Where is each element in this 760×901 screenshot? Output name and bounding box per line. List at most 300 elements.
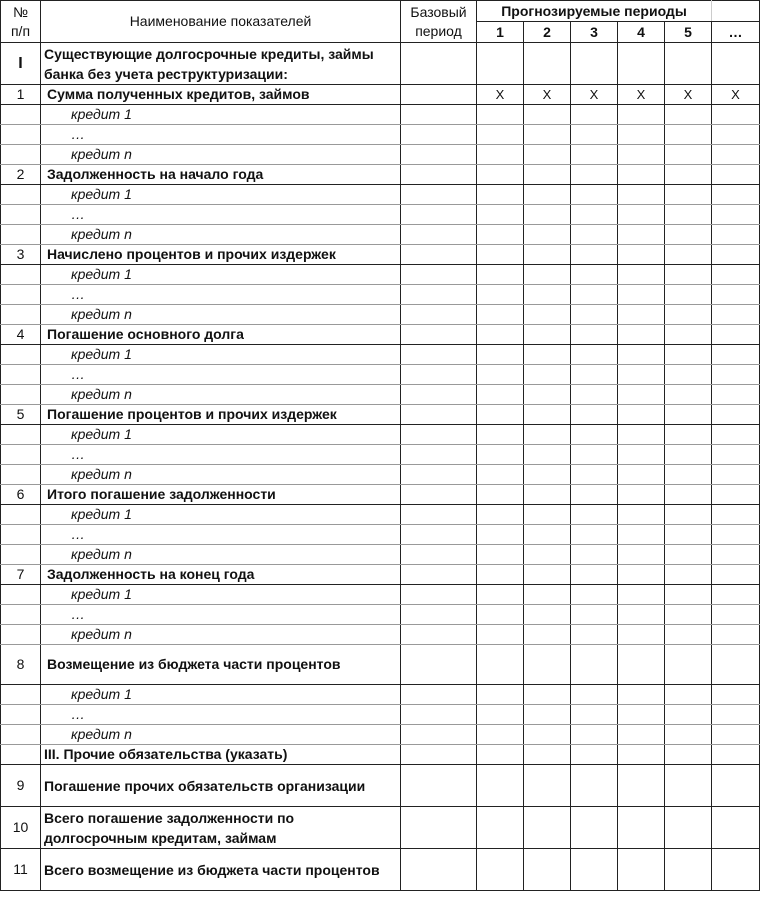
period-4-cell[interactable] xyxy=(618,385,665,405)
period-5-cell[interactable] xyxy=(665,245,712,265)
period-1-cell[interactable] xyxy=(477,225,524,245)
period-4-cell[interactable] xyxy=(618,685,665,705)
period-3-cell[interactable] xyxy=(571,445,618,465)
period-3-cell[interactable] xyxy=(571,745,618,765)
period-4-cell[interactable] xyxy=(618,125,665,145)
period-1-cell[interactable] xyxy=(477,645,524,685)
period-3-cell[interactable] xyxy=(571,285,618,305)
period-2-cell[interactable] xyxy=(524,505,571,525)
period-1-cell[interactable] xyxy=(477,305,524,325)
period-2-cell[interactable] xyxy=(524,245,571,265)
period-5-cell[interactable] xyxy=(665,585,712,605)
period-1-cell[interactable] xyxy=(477,43,524,85)
period-3-cell[interactable] xyxy=(571,585,618,605)
period-1-cell[interactable] xyxy=(477,185,524,205)
period-4-cell[interactable] xyxy=(618,765,665,807)
period-4-cell[interactable] xyxy=(618,807,665,849)
period-6-cell[interactable] xyxy=(712,105,760,125)
period-3-cell[interactable] xyxy=(571,505,618,525)
base-period-cell[interactable] xyxy=(401,605,477,625)
base-period-cell[interactable] xyxy=(401,245,477,265)
period-6-cell[interactable] xyxy=(712,145,760,165)
period-3-cell[interactable] xyxy=(571,125,618,145)
row-number: 4 xyxy=(1,325,41,345)
period-6-cell[interactable] xyxy=(712,225,760,245)
table-row xyxy=(1,285,760,305)
period-6-cell[interactable] xyxy=(712,365,760,385)
period-3-cell[interactable] xyxy=(571,385,618,405)
table-row xyxy=(1,445,760,465)
base-period-cell[interactable] xyxy=(401,505,477,525)
header-name: Наименование показателей xyxy=(41,1,401,43)
base-period-cell[interactable] xyxy=(401,325,477,345)
period-6-cell[interactable] xyxy=(712,585,760,605)
period-3-cell[interactable] xyxy=(571,325,618,345)
period-6-cell[interactable] xyxy=(712,745,760,765)
period-1-cell[interactable] xyxy=(477,585,524,605)
row-label: … xyxy=(41,445,401,465)
period-6-cell[interactable] xyxy=(712,325,760,345)
period-2-cell[interactable] xyxy=(524,745,571,765)
base-period-cell[interactable] xyxy=(401,365,477,385)
base-period-cell[interactable] xyxy=(401,765,477,807)
row-label: … xyxy=(41,125,401,145)
base-period-cell[interactable] xyxy=(401,305,477,325)
period-3-cell[interactable] xyxy=(571,485,618,505)
period-5-cell[interactable] xyxy=(665,725,712,745)
period-4-cell[interactable] xyxy=(618,725,665,745)
period-5-cell[interactable] xyxy=(665,465,712,485)
period-6-cell[interactable] xyxy=(712,425,760,445)
period-3-cell[interactable] xyxy=(571,765,618,807)
period-6-cell[interactable] xyxy=(712,345,760,365)
period-2-cell[interactable] xyxy=(524,565,571,585)
base-period-cell[interactable] xyxy=(401,525,477,545)
period-6-cell[interactable] xyxy=(712,505,760,525)
row-label: кредит n xyxy=(41,545,401,565)
period-3-cell[interactable] xyxy=(571,185,618,205)
period-5-cell[interactable] xyxy=(665,205,712,225)
period-2-cell[interactable] xyxy=(524,43,571,85)
period-2-cell[interactable] xyxy=(524,545,571,565)
period-4-cell[interactable] xyxy=(618,565,665,585)
period-5-cell[interactable] xyxy=(665,565,712,585)
period-2-cell[interactable]: X xyxy=(524,85,571,105)
period-3-cell[interactable] xyxy=(571,245,618,265)
period-2-cell[interactable] xyxy=(524,465,571,485)
period-4-cell[interactable] xyxy=(618,345,665,365)
period-1-cell[interactable] xyxy=(477,625,524,645)
period-1-cell[interactable]: X xyxy=(477,85,524,105)
row-label: Начислено процентов и прочих издержек xyxy=(41,245,401,265)
period-5-cell[interactable] xyxy=(665,849,712,891)
row-number xyxy=(1,205,41,225)
base-period-cell[interactable] xyxy=(401,225,477,245)
period-5-cell[interactable] xyxy=(665,225,712,245)
period-4-cell[interactable] xyxy=(618,405,665,425)
period-6-cell[interactable] xyxy=(712,385,760,405)
period-6-cell[interactable] xyxy=(712,525,760,545)
period-2-cell[interactable] xyxy=(524,425,571,445)
period-4-cell[interactable] xyxy=(618,705,665,725)
row-number: 7 xyxy=(1,565,41,585)
period-4-cell[interactable] xyxy=(618,445,665,465)
period-6-cell[interactable] xyxy=(712,465,760,485)
period-2-cell[interactable] xyxy=(524,405,571,425)
period-5-cell[interactable] xyxy=(665,125,712,145)
period-6-cell[interactable] xyxy=(712,245,760,265)
period-1-cell[interactable] xyxy=(477,205,524,225)
period-5-cell[interactable] xyxy=(665,105,712,125)
period-3-cell[interactable] xyxy=(571,205,618,225)
row-label: … xyxy=(41,705,401,725)
base-period-cell[interactable] xyxy=(401,625,477,645)
period-2-cell[interactable] xyxy=(524,685,571,705)
period-5-cell[interactable] xyxy=(665,385,712,405)
base-period-cell[interactable] xyxy=(401,145,477,165)
period-2-cell[interactable] xyxy=(524,765,571,807)
period-1-cell[interactable] xyxy=(477,325,524,345)
period-3-cell[interactable] xyxy=(571,645,618,685)
period-1-cell[interactable] xyxy=(477,505,524,525)
period-2-cell[interactable] xyxy=(524,225,571,245)
row-label: кредит 1 xyxy=(41,585,401,605)
period-3-cell[interactable] xyxy=(571,425,618,445)
table-row xyxy=(1,345,760,365)
period-6-cell[interactable] xyxy=(712,625,760,645)
period-2-cell[interactable] xyxy=(524,485,571,505)
period-5-cell[interactable]: X xyxy=(665,85,712,105)
base-period-cell[interactable] xyxy=(401,645,477,685)
table-row xyxy=(1,765,760,807)
base-period-cell[interactable] xyxy=(401,185,477,205)
period-3-cell[interactable] xyxy=(571,305,618,325)
period-2-cell[interactable] xyxy=(524,345,571,365)
period-2-cell[interactable] xyxy=(524,205,571,225)
period-1-cell[interactable] xyxy=(477,445,524,465)
row-number: 11 xyxy=(1,849,41,891)
period-6-cell[interactable]: X xyxy=(712,85,760,105)
period-1-cell[interactable] xyxy=(477,345,524,365)
row-label: … xyxy=(41,285,401,305)
period-6-cell[interactable] xyxy=(712,265,760,285)
base-period-cell[interactable] xyxy=(401,585,477,605)
period-4-cell[interactable] xyxy=(618,545,665,565)
period-2-cell[interactable] xyxy=(524,705,571,725)
table-row xyxy=(1,265,760,285)
period-1-cell[interactable] xyxy=(477,125,524,145)
period-6-cell[interactable] xyxy=(712,43,760,85)
period-3-cell[interactable] xyxy=(571,545,618,565)
period-4-cell[interactable] xyxy=(618,185,665,205)
period-5-cell[interactable] xyxy=(665,745,712,765)
period-5-cell[interactable] xyxy=(665,185,712,205)
period-3-cell[interactable] xyxy=(571,705,618,725)
row-label: кредит 1 xyxy=(41,105,401,125)
base-period-cell[interactable] xyxy=(401,685,477,705)
period-3-cell[interactable] xyxy=(571,807,618,849)
period-4-cell[interactable] xyxy=(618,205,665,225)
period-2-cell[interactable] xyxy=(524,445,571,465)
base-period-cell[interactable] xyxy=(401,807,477,849)
base-period-cell[interactable] xyxy=(401,565,477,585)
period-4-cell[interactable] xyxy=(618,365,665,385)
base-period-cell[interactable] xyxy=(401,285,477,305)
base-period-cell[interactable] xyxy=(401,43,477,85)
period-2-cell[interactable] xyxy=(524,725,571,745)
period-6-cell[interactable] xyxy=(712,445,760,465)
period-1-cell[interactable] xyxy=(477,285,524,305)
table-row xyxy=(1,725,760,745)
period-6-cell[interactable] xyxy=(712,645,760,685)
period-5-cell[interactable] xyxy=(665,445,712,465)
period-6-cell[interactable] xyxy=(712,725,760,745)
period-5-cell[interactable] xyxy=(665,525,712,545)
header-forecast-periods: Прогнозируемые периоды xyxy=(477,1,712,22)
table-row xyxy=(1,645,760,685)
period-1-cell[interactable] xyxy=(477,525,524,545)
period-1-cell[interactable] xyxy=(477,105,524,125)
period-1-cell[interactable] xyxy=(477,385,524,405)
period-6-cell[interactable] xyxy=(712,485,760,505)
base-period-cell[interactable] xyxy=(401,165,477,185)
period-6-cell[interactable] xyxy=(712,285,760,305)
table-row xyxy=(1,505,760,525)
period-6-cell[interactable] xyxy=(712,565,760,585)
base-period-cell[interactable] xyxy=(401,465,477,485)
row-number xyxy=(1,345,41,365)
period-4-cell[interactable] xyxy=(618,849,665,891)
period-1-cell[interactable] xyxy=(477,849,524,891)
period-3-cell[interactable] xyxy=(571,685,618,705)
period-5-cell[interactable] xyxy=(665,705,712,725)
period-3-cell[interactable] xyxy=(571,105,618,125)
table-row xyxy=(1,705,760,725)
period-5-cell[interactable] xyxy=(665,305,712,325)
row-label: Задолженность на начало года xyxy=(41,165,401,185)
period-5-cell[interactable] xyxy=(665,345,712,365)
period-1-cell[interactable] xyxy=(477,485,524,505)
period-1-cell[interactable] xyxy=(477,465,524,485)
period-2-cell[interactable] xyxy=(524,145,571,165)
period-5-cell[interactable] xyxy=(665,365,712,385)
period-2-cell[interactable] xyxy=(524,325,571,345)
row-label: кредит 1 xyxy=(41,425,401,445)
period-6-cell[interactable] xyxy=(712,205,760,225)
period-6-cell[interactable] xyxy=(712,165,760,185)
period-4-cell[interactable] xyxy=(618,745,665,765)
period-5-cell[interactable] xyxy=(665,605,712,625)
base-period-cell[interactable] xyxy=(401,345,477,365)
period-2-cell[interactable] xyxy=(524,365,571,385)
base-period-cell[interactable] xyxy=(401,705,477,725)
base-period-cell[interactable] xyxy=(401,745,477,765)
base-period-cell[interactable] xyxy=(401,385,477,405)
base-period-cell[interactable] xyxy=(401,725,477,745)
period-2-cell[interactable] xyxy=(524,105,571,125)
period-1-cell[interactable] xyxy=(477,725,524,745)
base-period-cell[interactable] xyxy=(401,545,477,565)
base-period-cell[interactable] xyxy=(401,849,477,891)
period-2-cell[interactable] xyxy=(524,125,571,145)
period-3-cell[interactable] xyxy=(571,145,618,165)
period-2-cell[interactable] xyxy=(524,185,571,205)
row-number xyxy=(1,425,41,445)
period-1-cell[interactable] xyxy=(477,405,524,425)
period-4-cell[interactable] xyxy=(618,245,665,265)
period-4-cell[interactable] xyxy=(618,465,665,485)
row-number xyxy=(1,625,41,645)
period-5-cell[interactable] xyxy=(665,625,712,645)
period-2-cell[interactable] xyxy=(524,385,571,405)
period-4-cell[interactable] xyxy=(618,585,665,605)
period-1-cell[interactable] xyxy=(477,265,524,285)
period-4-cell[interactable] xyxy=(618,625,665,645)
period-6-cell[interactable] xyxy=(712,545,760,565)
table-row xyxy=(1,565,760,585)
period-5-cell[interactable] xyxy=(665,145,712,165)
table-row xyxy=(1,43,760,85)
period-1-cell[interactable] xyxy=(477,605,524,625)
period-4-cell[interactable] xyxy=(618,605,665,625)
period-1-cell[interactable] xyxy=(477,745,524,765)
period-6-cell[interactable] xyxy=(712,765,760,807)
period-5-cell[interactable] xyxy=(665,405,712,425)
period-5-cell[interactable] xyxy=(665,765,712,807)
base-period-cell[interactable] xyxy=(401,425,477,445)
period-2-cell[interactable] xyxy=(524,807,571,849)
period-3-cell[interactable] xyxy=(571,365,618,385)
period-4-cell[interactable] xyxy=(618,505,665,525)
period-5-cell[interactable] xyxy=(665,807,712,849)
period-1-cell[interactable] xyxy=(477,365,524,385)
period-2-cell[interactable] xyxy=(524,625,571,645)
period-4-cell[interactable] xyxy=(618,145,665,165)
period-3-cell[interactable] xyxy=(571,265,618,285)
period-1-cell[interactable] xyxy=(477,145,524,165)
row-number xyxy=(1,305,41,325)
period-6-cell[interactable] xyxy=(712,125,760,145)
period-6-cell[interactable] xyxy=(712,849,760,891)
period-3-cell[interactable] xyxy=(571,565,618,585)
base-period-cell[interactable] xyxy=(401,205,477,225)
table-row xyxy=(1,585,760,605)
period-2-cell[interactable] xyxy=(524,265,571,285)
period-3-cell[interactable]: X xyxy=(571,85,618,105)
period-3-cell[interactable] xyxy=(571,405,618,425)
period-5-cell[interactable] xyxy=(665,265,712,285)
period-1-cell[interactable] xyxy=(477,685,524,705)
row-number xyxy=(1,265,41,285)
period-5-cell[interactable] xyxy=(665,685,712,705)
period-5-cell[interactable] xyxy=(665,285,712,305)
table-row xyxy=(1,849,760,891)
period-6-cell[interactable] xyxy=(712,685,760,705)
period-5-cell[interactable] xyxy=(665,425,712,445)
period-1-cell[interactable] xyxy=(477,565,524,585)
period-3-cell[interactable] xyxy=(571,725,618,745)
base-period-cell[interactable] xyxy=(401,105,477,125)
period-4-cell[interactable]: X xyxy=(618,85,665,105)
period-6-cell[interactable] xyxy=(712,305,760,325)
period-4-cell[interactable] xyxy=(618,43,665,85)
period-3-cell[interactable] xyxy=(571,43,618,85)
period-2-cell[interactable] xyxy=(524,525,571,545)
period-4-cell[interactable] xyxy=(618,325,665,345)
period-5-cell[interactable] xyxy=(665,325,712,345)
period-4-cell[interactable] xyxy=(618,165,665,185)
period-6-cell[interactable] xyxy=(712,605,760,625)
period-4-cell[interactable] xyxy=(618,285,665,305)
period-4-cell[interactable] xyxy=(618,645,665,685)
period-4-cell[interactable] xyxy=(618,425,665,445)
base-period-cell[interactable] xyxy=(401,265,477,285)
row-label: кредит n xyxy=(41,305,401,325)
period-2-cell[interactable] xyxy=(524,585,571,605)
period-5-cell[interactable] xyxy=(665,545,712,565)
row-label: кредит 1 xyxy=(41,505,401,525)
base-period-cell[interactable] xyxy=(401,125,477,145)
period-2-cell[interactable] xyxy=(524,645,571,685)
period-3-cell[interactable] xyxy=(571,465,618,485)
period-2-cell[interactable] xyxy=(524,165,571,185)
row-label: кредит n xyxy=(41,725,401,745)
period-1-cell[interactable] xyxy=(477,807,524,849)
base-period-cell[interactable] xyxy=(401,405,477,425)
period-2-cell[interactable] xyxy=(524,285,571,305)
period-5-cell[interactable] xyxy=(665,485,712,505)
base-period-cell[interactable] xyxy=(401,445,477,465)
header-forecast-blank xyxy=(712,1,760,22)
period-3-cell[interactable] xyxy=(571,625,618,645)
period-5-cell[interactable] xyxy=(665,43,712,85)
period-6-cell[interactable] xyxy=(712,405,760,425)
period-3-cell[interactable] xyxy=(571,605,618,625)
period-6-cell[interactable] xyxy=(712,185,760,205)
period-4-cell[interactable] xyxy=(618,265,665,285)
period-1-cell[interactable] xyxy=(477,425,524,445)
period-3-cell[interactable] xyxy=(571,165,618,185)
period-3-cell[interactable] xyxy=(571,849,618,891)
row-label: Всего погашение задолженности по долгосрочным кредитам, займам xyxy=(41,807,401,849)
period-1-cell[interactable] xyxy=(477,165,524,185)
base-period-cell[interactable] xyxy=(401,85,477,105)
period-4-cell[interactable] xyxy=(618,105,665,125)
period-1-cell[interactable] xyxy=(477,765,524,807)
period-5-cell[interactable] xyxy=(665,165,712,185)
period-2-cell[interactable] xyxy=(524,849,571,891)
period-1-cell[interactable] xyxy=(477,705,524,725)
base-period-cell[interactable] xyxy=(401,485,477,505)
table-row xyxy=(1,185,760,205)
period-4-cell[interactable] xyxy=(618,525,665,545)
period-3-cell[interactable] xyxy=(571,525,618,545)
period-1-cell[interactable] xyxy=(477,545,524,565)
period-2-cell[interactable] xyxy=(524,605,571,625)
period-6-cell[interactable] xyxy=(712,807,760,849)
period-1-cell[interactable] xyxy=(477,245,524,265)
period-4-cell[interactable] xyxy=(618,485,665,505)
period-5-cell[interactable] xyxy=(665,505,712,525)
table-row xyxy=(1,325,760,345)
period-4-cell[interactable] xyxy=(618,225,665,245)
period-3-cell[interactable] xyxy=(571,225,618,245)
period-5-cell[interactable] xyxy=(665,645,712,685)
period-6-cell[interactable] xyxy=(712,705,760,725)
period-3-cell[interactable] xyxy=(571,345,618,365)
period-4-cell[interactable] xyxy=(618,305,665,325)
period-2-cell[interactable] xyxy=(524,305,571,325)
